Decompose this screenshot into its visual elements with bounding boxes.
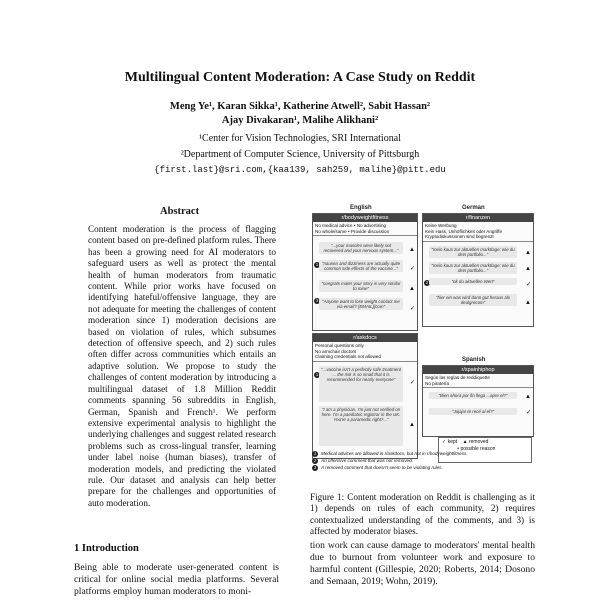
legend-possible: possible reason xyxy=(460,446,496,452)
panel-title: r/finanzen xyxy=(423,214,533,222)
kept-check-icon: ✓ xyxy=(525,410,531,416)
kept-check-icon: ✓ xyxy=(409,380,415,386)
rule-item: Claiming credentials not allowed xyxy=(315,354,381,360)
comment: "ok du aktuellen Wert" xyxy=(429,278,517,285)
lang-label-english: English xyxy=(350,205,372,211)
panel-finanzen xyxy=(422,213,534,327)
comment: "nausea and dizziness are actually quite common side effects of the vaccine..." xyxy=(319,260,403,272)
figure-1 xyxy=(312,205,534,452)
note-marker-2: 2 xyxy=(313,457,317,463)
abstract-text: Content moderation is the process of flagging content based on pre-defined platform rules. There has been a growing need for AI moderators to safeguard users as well as protect the mental health of human moderators from traumatic content. While prior works have focused on identifying hateful/offensive language, they are not adequate for meeting the challenges of content moderation since 1) moderation decisions are based on violation of rules, which subsumes detection of offensive speech, and 2) such rules often differ across communities which entails an adaptive solution. We propose to study the challenges of content moderation by introducing a multilingual dataset of 1.8 Million Reddit comments spanning 56 subreddits in English, German, Spanish and French¹. We perform extensive experimental analysis to highlight the underlying challenges and suggest related research problems such as cross-lingual transfer, learning under label noise (human biases), transfer of moderation models, and predicting the violated rule. Our dataset and analysis can help better prepare for the challenges and opportunities of auto moderation. xyxy=(88,224,276,508)
removed-triangle-icon: ▲ xyxy=(409,422,415,428)
possible-reason-icon: • xyxy=(457,446,460,452)
comment: "Jajaja! te recé al el?" xyxy=(429,408,517,415)
legend-removed: removed xyxy=(468,439,489,445)
rule-item: Kein Hass, Unhöflichkeit oder Angriffe xyxy=(425,228,503,234)
figure-caption: Figure 1: Content moderation on Reddit is challenging as it 1) depends on rules of each community, 2) requires contextualized understanding of the comments, and 3) is affected by moderator biases. xyxy=(310,492,535,537)
panel-bodyweightfitness xyxy=(312,213,418,331)
affiliation-1: ¹Center for Vision Technologies, SRI International xyxy=(199,133,401,144)
figure-note xyxy=(312,450,537,457)
removed-triangle-icon: ▲ xyxy=(409,247,415,253)
abstract-heading: Abstract xyxy=(160,206,200,217)
removed-triangle-icon: ▲ xyxy=(409,286,415,292)
comment: "Bien ahora por fin llega ...apre el?" xyxy=(429,392,517,399)
author-line-2: Ajay Divakaran¹, Malihe Alikhani² xyxy=(221,115,379,126)
panel-spainhiphop xyxy=(422,365,534,437)
comment: "...vaccine isn't a perfectly safe treatment ... the risk is so small that it is recommended for nearly everyone" xyxy=(319,366,403,402)
panel-title: r/bodyweightfitness xyxy=(313,214,417,222)
paper-title: Multilingual Content Moderation: A Case Study on Reddit xyxy=(124,70,476,85)
note-marker-3: 3 xyxy=(315,298,319,303)
removed-triangle-icon: ▲ xyxy=(525,300,531,306)
removed-triangle-icon: ▲ xyxy=(525,394,531,400)
figure-note-text: An offensive comment that was not removed. xyxy=(321,458,413,463)
panel-title: r/askdocs xyxy=(313,334,417,342)
kept-check-icon: ✓ xyxy=(525,282,531,288)
note-marker-2: 2 xyxy=(425,280,429,285)
note-marker-1: 1 xyxy=(315,372,319,377)
rule-item: Personal questions only xyxy=(315,343,364,348)
legend-kept: kept xyxy=(447,439,458,445)
figure-note-text: A removed comment that doesn't seem to be violating rules. xyxy=(321,465,443,470)
right-column-text xyxy=(310,540,535,595)
comment: "mein kaus zur aktuellen marktlage: wie du dein portfolio..." xyxy=(429,246,517,258)
removed-triangle-icon: ▲ xyxy=(462,439,468,445)
note-marker-1: 1 xyxy=(315,262,319,267)
panel-title: r/spainhiphop xyxy=(423,366,533,374)
note-marker-3: 3 xyxy=(313,464,317,470)
rule-item: Keine Werbung xyxy=(425,223,457,228)
comment: "...your muscles were likely not recovered and your nervous system..." xyxy=(319,242,403,254)
kept-check-icon: ✓ xyxy=(409,266,415,272)
removed-triangle-icon: ▲ xyxy=(525,266,531,272)
intro-paragraph: Being able to moderate user-generated content is critical for online social media platforms. Several platforms employ human moderators to moni- xyxy=(74,562,279,597)
comment: "Anyone want to lose weight contact me via email? (EMAIL)]com" xyxy=(319,298,403,310)
author-line-1: Meng Ye¹, Karan Sikka¹, Katherine Atwell², Sabit Hassan² xyxy=(169,101,431,112)
rule-item: No piratería xyxy=(425,380,450,386)
rule-item: No medical advice • No advertising xyxy=(315,223,387,228)
comment: "I am a physician, I'm just not verified on here. I'm a paediatric registrar in the UK. You're a paramedic right?..." xyxy=(319,406,403,446)
panel-askdocs xyxy=(312,333,418,459)
removed-triangle-icon: ▲ xyxy=(525,250,531,256)
section-heading-introduction: 1 Introduction xyxy=(74,543,139,554)
paragraph: tion work can cause damage to moderators' mental health due to burnout from volunteer work and exposure to harmful content (Gillespie, 2020; Roberts, 2014; Dosono and Semaan, 2019; Wohn, 2019). xyxy=(310,540,535,587)
rule-item: Kryptodiskussionen sind begrenzt xyxy=(425,234,494,240)
rule-item: No whole/same • Provide discussion xyxy=(315,228,390,234)
comment: "congrats mate! your story is very similar to mine" xyxy=(319,280,403,292)
lang-label-spanish: Spanish xyxy=(462,357,486,363)
figure-note xyxy=(312,464,537,471)
comment: "mein kaus zur aktuellen marktlage: wie du dein portfolio..." xyxy=(429,262,517,274)
note-marker-1: 1 xyxy=(313,450,317,456)
rule-item: No armchair doctors xyxy=(315,348,357,354)
rule-item: Según las reglas de reddiquette xyxy=(425,375,490,380)
kept-check-icon: ✓ xyxy=(442,439,447,445)
figure-notes xyxy=(312,450,537,471)
figure-note-text: Medical advices are allowed in r/askdocs, but not in r/bodyweightfitness. xyxy=(321,451,468,456)
comment: "hier ein was wird dann gut heraus als dealgrecom" xyxy=(429,294,517,306)
kept-check-icon: ✓ xyxy=(409,306,415,312)
figure-note xyxy=(312,457,537,464)
affiliation-2: ²Department of Computer Science, University of Pittsburgh xyxy=(180,149,420,160)
lang-label-german: German xyxy=(462,205,485,211)
email-line: {first.last}@sri.com,{kaa139, sah259, malihe}@pitt.edu xyxy=(154,165,446,175)
